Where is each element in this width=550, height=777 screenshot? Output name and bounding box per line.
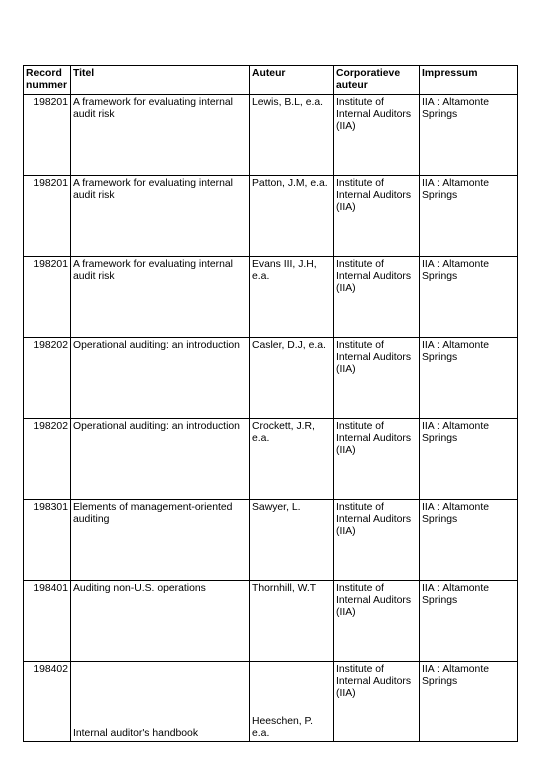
header-auteur: Auteur [250, 66, 334, 95]
table-row [24, 338, 518, 419]
table-row [24, 662, 518, 742]
record-number: 198201 [24, 176, 71, 257]
impressum-cell: IIA : Altamonte Springs [420, 581, 518, 662]
title-cell: A framework for evaluating internal audit risk [71, 95, 250, 176]
corporate-author-cell: Institute of Internal Auditors (IIA) [334, 500, 420, 581]
header-titel: Titel [71, 66, 250, 95]
author-cell: Thornhill, W.T [250, 581, 334, 662]
impressum-cell: IIA : Altamonte Springs [420, 176, 518, 257]
title-cell: Internal auditor's handbook [71, 662, 250, 742]
impressum-cell: IIA : Altamonte Springs [420, 338, 518, 419]
impressum-cell: IIA : Altamonte Springs [420, 257, 518, 338]
corporate-author-cell: Institute of Internal Auditors (IIA) [334, 662, 420, 742]
title-cell: Operational auditing: an introduction [71, 419, 250, 500]
table-row [24, 176, 518, 257]
author-cell: Lewis, B.L, e.a. [250, 95, 334, 176]
record-number: 198402 [24, 662, 71, 742]
impressum-cell: IIA : Altamonte Springs [420, 500, 518, 581]
table-row [24, 419, 518, 500]
title-cell: A framework for evaluating internal audit risk [71, 257, 250, 338]
record-number: 198202 [24, 338, 71, 419]
corporate-author-cell: Institute of Internal Auditors (IIA) [334, 581, 420, 662]
record-number: 198301 [24, 500, 71, 581]
author-cell: Casler, D.J, e.a. [250, 338, 334, 419]
table-row [24, 257, 518, 338]
author-cell: Crockett, J.R, e.a. [250, 419, 334, 500]
author-cell: Evans III, J.H, e.a. [250, 257, 334, 338]
table-row [24, 500, 518, 581]
header-corporatieve: Corporatieve auteur [334, 66, 420, 95]
author-cell: Sawyer, L. [250, 500, 334, 581]
title-cell: Auditing non-U.S. operations [71, 581, 250, 662]
header-impressum: Impressum [420, 66, 518, 95]
author-cell: Heeschen, P. e.a. [250, 662, 334, 742]
corporate-author-cell: Institute of Internal Auditors (IIA) [334, 95, 420, 176]
record-number: 198202 [24, 419, 71, 500]
header-row [24, 66, 518, 95]
record-number: 198401 [24, 581, 71, 662]
title-cell: Elements of management-oriented auditing [71, 500, 250, 581]
impressum-cell: IIA : Altamonte Springs [420, 95, 518, 176]
corporate-author-cell: Institute of Internal Auditors (IIA) [334, 419, 420, 500]
record-number: 198201 [24, 257, 71, 338]
table-row [24, 95, 518, 176]
corporate-author-cell: Institute of Internal Auditors (IIA) [334, 257, 420, 338]
record-number: 198201 [24, 95, 71, 176]
corporate-author-cell: Institute of Internal Auditors (IIA) [334, 176, 420, 257]
impressum-cell: IIA : Altamonte Springs [420, 662, 518, 742]
impressum-cell: IIA : Altamonte Springs [420, 419, 518, 500]
corporate-author-cell: Institute of Internal Auditors (IIA) [334, 338, 420, 419]
title-cell: A framework for evaluating internal audit risk [71, 176, 250, 257]
table-row [24, 581, 518, 662]
title-cell: Operational auditing: an introduction [71, 338, 250, 419]
header-record: Record nummer [24, 66, 71, 95]
records-table [23, 65, 518, 742]
author-cell: Patton, J.M, e.a. [250, 176, 334, 257]
